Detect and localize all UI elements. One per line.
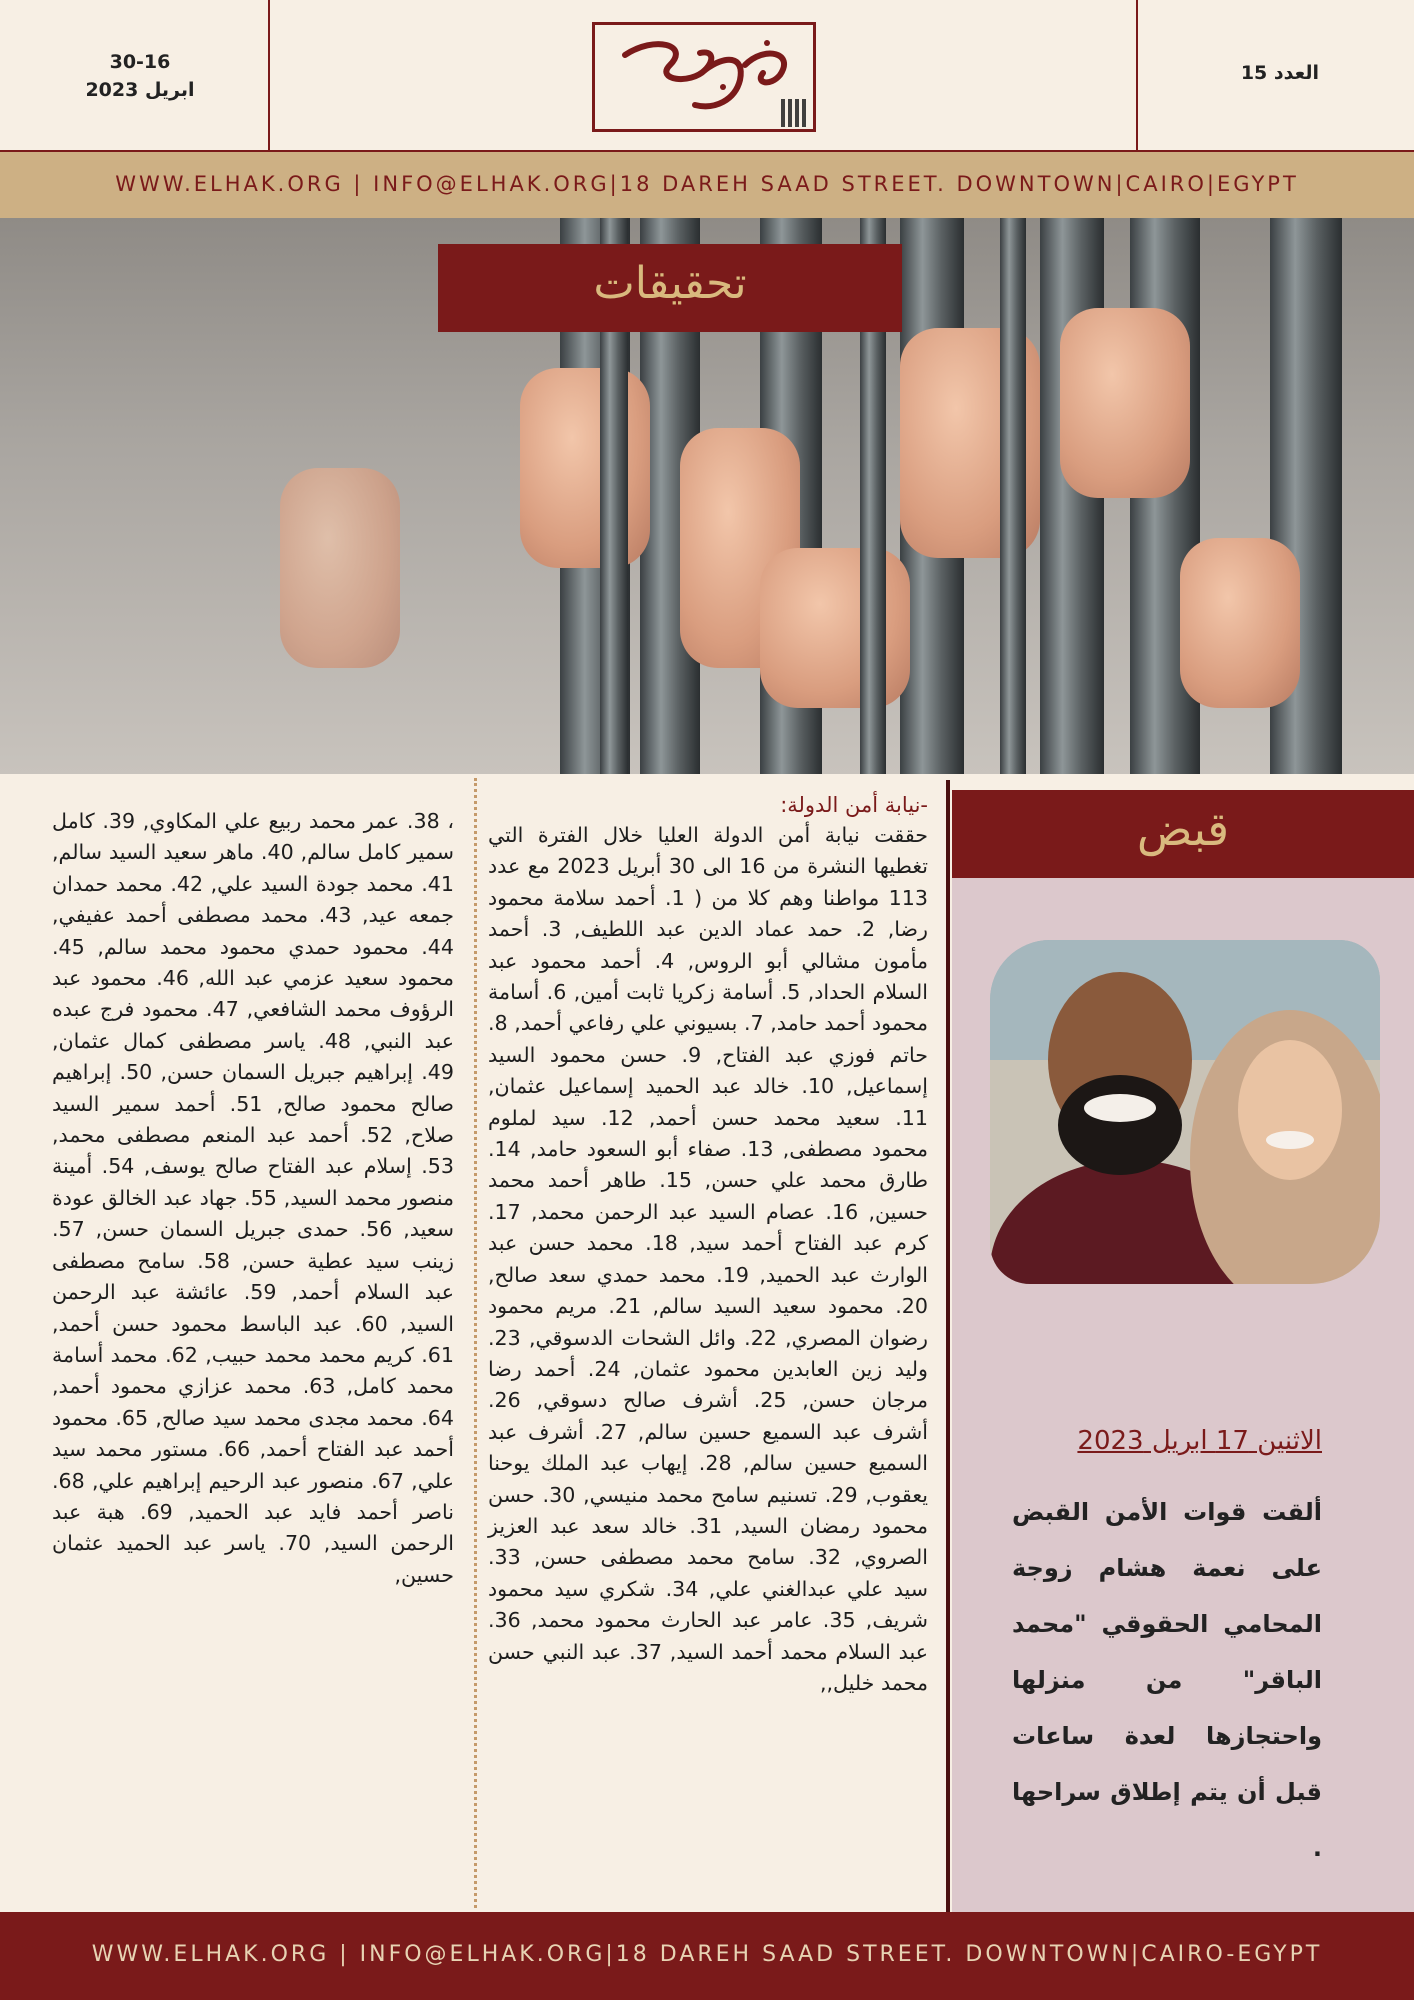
- capture-date: الاثنين 17 ابريل 2023: [1077, 1426, 1322, 1456]
- prison-bar: [1000, 218, 1026, 774]
- contact-line: WWW.ELHAK.ORG | INFO@ELHAK.ORG|18 DAREH SAAD STREET. DOWNTOWN|CAIRO|EGYPT: [115, 172, 1299, 196]
- state-security-heading: -نيابة أمن الدولة:: [780, 793, 928, 817]
- capture-heading-box: [952, 790, 1414, 878]
- dotted-divider: [474, 778, 477, 1908]
- interrogations-column: [488, 790, 928, 1699]
- hand: [520, 368, 650, 568]
- hand: [760, 548, 910, 708]
- capture-text: ألقت قوات الأمن القبض على نعمة هشام زوجة المحامي الحقوقي "محمد الباقر" من منزلها واحتجازها لعدة ساعات قبل أن يتم إطلاق سراحها .: [1012, 1498, 1322, 1862]
- photo-illustration: [990, 940, 1380, 1284]
- footer: [0, 1912, 1414, 2000]
- issue-date: [60, 48, 220, 104]
- contact-band: [0, 152, 1414, 218]
- qr-code-icon: [781, 99, 809, 127]
- interrogations-text: حققت نيابة أمن الدولة العليا خلال الفترة التي تغطيها النشرة من 16 الى 30 أبريل 2023 مع عدد 113 مواطنا وهم كلا من ( 1. أحمد سلامة محمود رضا, 2. حمد عماد الدين عبد اللطيف, 3. أحمد مأمون مشالي أبو الروس, 4. أحمد محمود عبد السلام الحداد, 5. أسامة زكريا ثابت أمين, 6. أسامة محمود أحمد حامد, 7. بسيوني علي رفاعي أحمد, 8. حاتم فوزي عبد الفتاح, 9. حسن محمود السيد إسماعيل, 10. خالد عبد الحميد إسماعيل عثمان, 11. سعيد محمد حسن أحمد, 12. سيد لملوم محمود مصطفى, 13. صفاء أبو السعود حامد, 14. طارق محمد علي حسن, 15. طاهر أحمد محمد حسين, 16. عصام السيد عبد الرحمن محمد, 17. كرم عبد الفتاح أحمد سيد, 18. محمد حسن عبد الوارث عبد الحميد, 19. محمد حمدي سعد صالح, 20. محمود سعيد السيد سالم, 21. مريم محمود رضوان المصري, 22. وائل الشحات الدسوقي, 23. وليد زين العابدين محمود عثمان, 24. أحمد رضا مرجان حسن, 25. أشرف صالح دسوقي, 26. أشرف عبد السميع حسين سالم, 27. أشرف عبد السميع حسين سالم, 28. إيهاب عبد الملك يوحنا يعقوب, 29. تسنيم سامح محمد منيسي, 30. حسن محمود رمضان السيد, 31. خالد سعد عبد العزيز الصروي, 32. سامح محمد مصطفى حسن, 33. سيد علي عبدالغني علي, 34. شكري سيد محمود شريف, 35. عامر عبد الحارث محمود محمد, 36. عبد السلام محمد أحمد السيد, 37. عبد النبي حسن محمد خليل,,: [488, 823, 929, 1695]
- section-title: تحقيقات: [593, 258, 747, 309]
- date-month: ابريل 2023: [85, 79, 195, 101]
- header-divider: [1136, 0, 1138, 152]
- column-divider: [946, 780, 950, 1912]
- footer-contact: WWW.ELHAK.ORG | INFO@ELHAK.ORG|18 DAREH SAAD STREET. DOWNTOWN|CAIRO-EGYPT: [91, 1942, 1323, 1967]
- section-title-box: [438, 244, 902, 332]
- logo: [592, 22, 816, 132]
- capture-heading: قبض: [1136, 802, 1230, 856]
- hand: [1180, 538, 1300, 708]
- issue-number: العدد 15: [1240, 62, 1319, 84]
- names-continued-column: ، 38. عمر محمد ربيع علي المكاوي, 39. كامل سمير كامل سالم, 40. ماهر سعيد السيد سالم, 41. محمد جودة السيد علي, 42. محمد حمدان جمعه عيد, 43. محمد مصطفى أحمد عفيفي, 44. محمود حمدي محمود محمد سالم, 45. محمود سعيد عزمي عبد الله, 46. محمود عبد الرؤوف محمد الشافعي, 47. محمود فرج عبده عبد النبي, 48. ياسر مصطفى كمال عثمان, 49. إبراهيم جبريل السمان حسن, 50. إبراهيم صالح محمود صالح, 51. أحمد سمير السيد صلاح, 52. أحمد عبد المنعم مصطفى محمد, 53. إسلام عبد الفتاح صالح يوسف, 54. أمينة منصور محمد السيد, 55. جهاد عبد الخالق عودة سعيد, 56. حمدى جبريل السمان حسن, 57. زينب سيد عطية حسن, 58. سامح مصطفى عبد السلام أحمد, 59. عائشة عبد الرحمن السيد, 60. عبد الباسط محمود حسن أحمد, 61. كريم محمد محمد حبيب, 62. محمد أسامة محمد كامل, 63. محمد عزازي محمود أحمد, 64. محمد مجدى محمد سيد صالح, 65. محمود أحمد عبد الفتاح أحمد, 66. مستور محمد سيد علي, 67. منصور عبد الرحيم إبراهيم علي, 68. ناصر أحمد فايد عبد الحميد, 69. هبة عبد الرحمن السيد, 70. ياسر عبد الحميد عثمان حسين,: [52, 809, 455, 1587]
- masthead: [0, 0, 1414, 152]
- header-divider: [268, 0, 270, 152]
- hand: [1060, 308, 1190, 498]
- hand: [280, 468, 400, 668]
- couple-photo: [990, 940, 1380, 1284]
- date-range: 30-16: [109, 51, 171, 73]
